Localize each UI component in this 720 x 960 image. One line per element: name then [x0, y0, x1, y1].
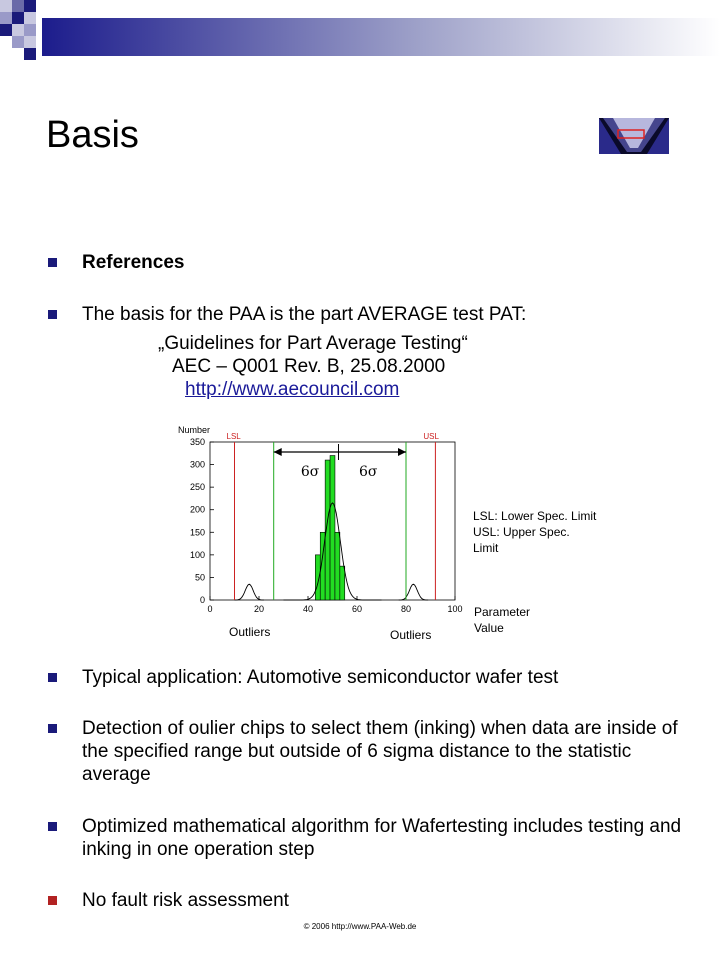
- y-tick-label: 150: [189, 527, 205, 538]
- histogram-bar: [340, 566, 345, 600]
- legend-usl: USL: Upper Spec.: [473, 525, 570, 539]
- y-tick-label: 350: [189, 437, 205, 447]
- y-tick-label: 250: [189, 482, 205, 493]
- logo-image: [599, 118, 669, 154]
- outliers-right-label: Outliers: [390, 628, 432, 642]
- guideline-link[interactable]: http://www.aecouncil.com: [185, 379, 400, 400]
- footer-copyright: © 2006 http://www.PAA-Web.de: [303, 922, 417, 931]
- sigma-label-left: 6σ: [300, 464, 320, 480]
- bullet-marker-red: [48, 896, 57, 905]
- y-tick-label: 100: [189, 549, 205, 560]
- bullet-marker: [48, 310, 57, 319]
- sigma-arrow-head-right: [398, 448, 406, 456]
- bullet-detection: Detection of oulier chips to select them (inking) when data are inside of the specified range but outside of 6 sigma distance to the statistic average: [82, 718, 678, 785]
- guideline-ref: AEC – Q001 Rev. B, 25.08.2000: [172, 356, 446, 377]
- legend-lsl: LSL: Lower Spec. Limit: [473, 509, 597, 523]
- chart-legend: [473, 508, 596, 556]
- outlier-curve-left: [235, 584, 264, 600]
- bullet-fault: No fault risk assessment: [82, 890, 289, 911]
- x-tick-label: 20: [253, 604, 265, 614]
- x-axis-label: [474, 604, 530, 636]
- outliers-left-label: Outliers: [229, 625, 271, 639]
- legend-usl-cont: Limit: [473, 541, 499, 555]
- bullet-marker: [48, 724, 57, 733]
- outlier-curve-right: [399, 584, 428, 600]
- lsl-label: LSL: [226, 432, 241, 441]
- bullet-typical: Typical application: Automotive semiconductor wafer test: [82, 667, 559, 688]
- x-tick-label: 100: [447, 604, 463, 614]
- y-tick-label: 0: [199, 595, 205, 605]
- bullet-marker: [48, 258, 57, 267]
- y-tick-label: 50: [194, 572, 205, 583]
- x-tick-label: 80: [400, 604, 412, 614]
- param-label-1: Parameter: [474, 605, 531, 619]
- y-tick-label: 300: [189, 459, 205, 470]
- x-tick-label: 40: [302, 604, 314, 614]
- sigma-arrow-head-left: [274, 448, 282, 456]
- usl-label: USL: [423, 432, 439, 441]
- bullet-marker: [48, 822, 57, 831]
- bullet-marker: [48, 673, 57, 682]
- distribution-chart: [170, 410, 470, 650]
- guideline-title: „Guidelines for Part Average Testing“: [158, 333, 468, 354]
- x-tick-label: 60: [351, 604, 363, 614]
- histogram-bar: [330, 456, 335, 600]
- slide-title: Basis: [46, 114, 139, 156]
- y-axis-label: Number: [178, 425, 211, 435]
- x-tick-label: 0: [207, 604, 213, 614]
- bullet-optimized: Optimized mathematical algorithm for Wafertesting includes testing and inking in one operation step: [82, 816, 682, 860]
- histogram-bar: [335, 532, 340, 600]
- y-tick-label: 200: [189, 504, 205, 515]
- param-label-2: Value: [474, 621, 504, 635]
- sigma-label-right: 6σ: [359, 464, 378, 480]
- bullet-references: References: [82, 252, 185, 273]
- bullet-basis: The basis for the PAA is the part AVERAGE test PAT:: [82, 304, 527, 325]
- header-decoration: [0, 0, 720, 78]
